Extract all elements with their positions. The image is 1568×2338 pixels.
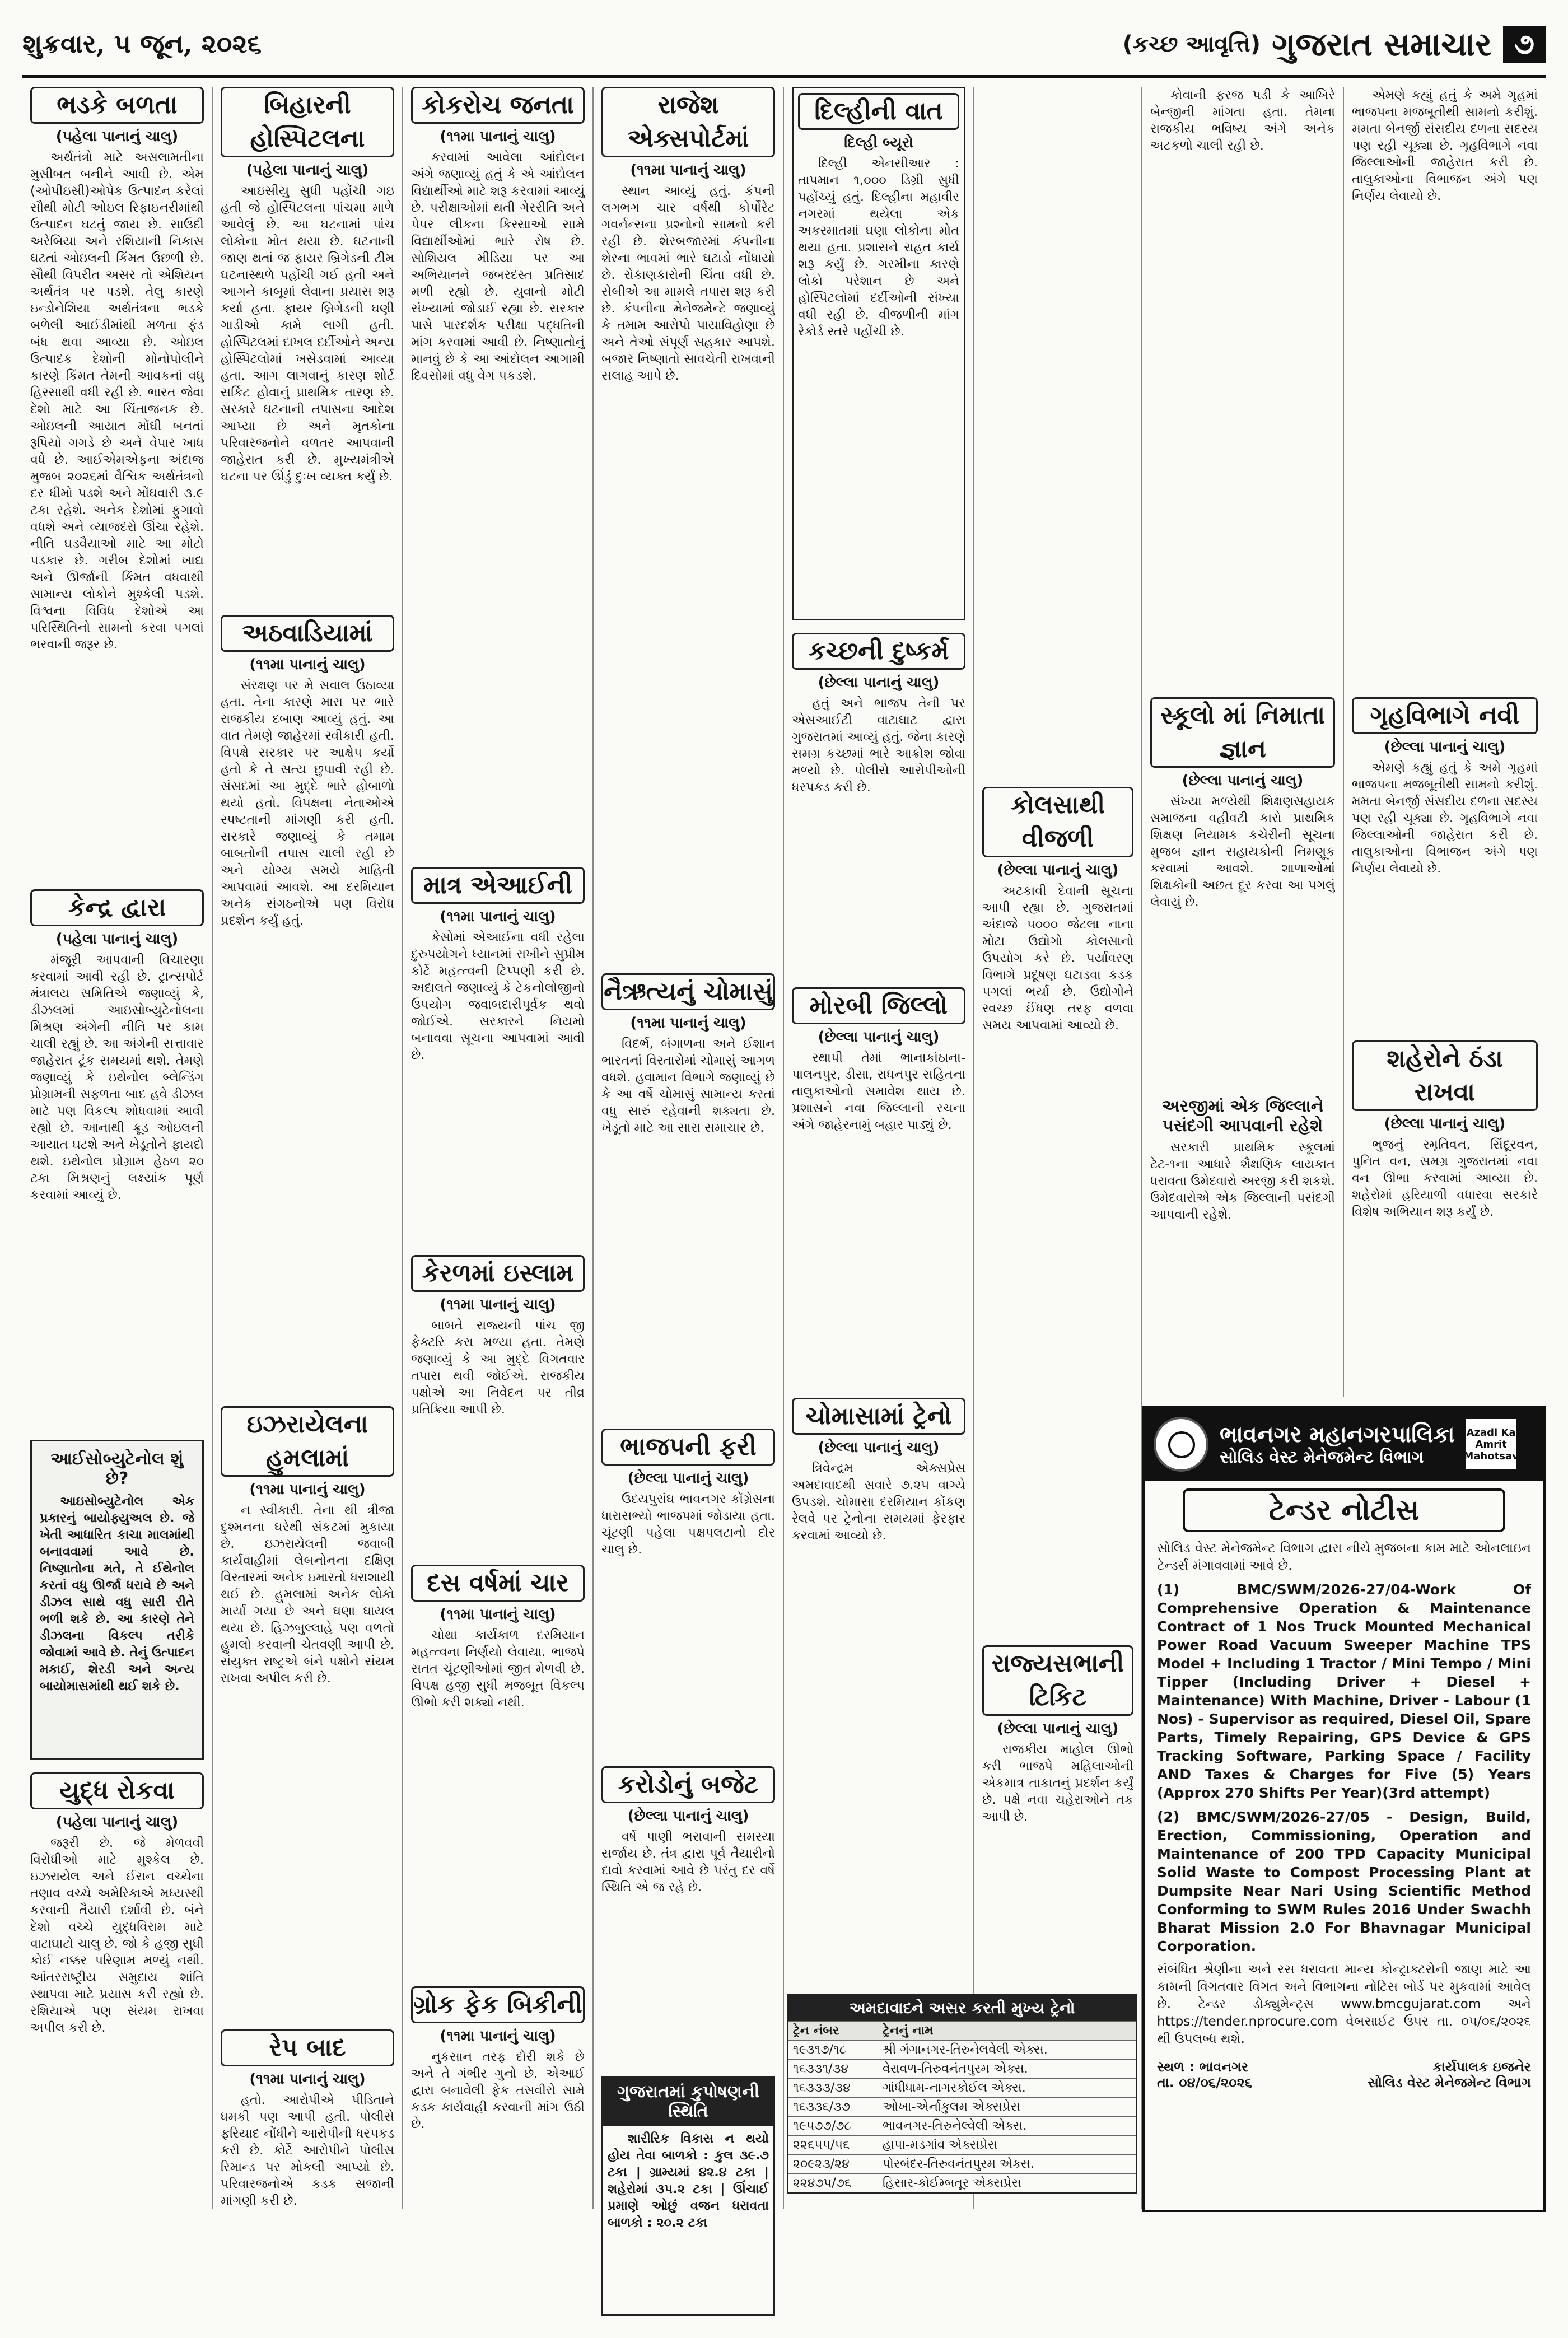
article-cool-cities [1352,1040,1538,1371]
article-body: સંખ્યા મળ્યેથી શિક્ષણસહાયક સમાજના વહીવટી કારો પ્રાથમિક શિક્ષણ નિયામક કચેરીની સૂચના મુજબ જ્ઞાન સહાયકોની નિમણૂક કરવામાં આવશે. શાળાઓમાં શિક્ષકોની અછત દૂર કરવા આ પગલું લેવાયું છે. [1150,794,1335,909]
train-number: ૧૬૩૩૧/૩૪ [788,2060,878,2078]
continued-label: (૧૧મા પાનાનું ચાલુ) [440,908,556,925]
article-body: અર્થતંત્રો માટે અસલામતીના મુસીબત બનીને આવી છે. એમ (ઓપીઇસી)ઓપેક ઉત્પાદન કરેલાં સૌથી મોટી ઓઇલ રિફાઇનરીમાંથી ઉત્પાદન ઘટતું જાય છે. સાઉદી અરેબિયા અને રશિયાની નિકાસ ઘટતાં ઓઇલની કિંમત ઉછળી છે. સૌથી વિપરીત અસર તો એશિયન અર્થતંત્ર પર પડશે. તેલુ કારણે ઇન્ડોનેશિયા અર્થતંત્રના ભડકે બળેલી આઈડીમાંથી મળતા ફંડ બંધ થવા આવ્યા છે. ઓઇલ ઉત્પાદક દેશોની મોનોપોલીને કારણે કિંમત તેમની આવકનાં વધુ હિસ્સાથી વધી રહી છે. ભારત જેવા દેશો માટે આ ચિંતાજનક છે. ઓઇલની આયાત મોંઘી બનતાં રૂપિયો ગગડે છે અને વેપાર ખાધ વધે છે. આઈએમએફના અંદાજ મુજબ ૨૦૨૬માં વૈશ્વિક અર્થતંત્રનો દર ધીમો પડશે અને મોંઘવારી ૩.૯ ટકા રહેશે. અનેક દેશોમાં ફુગાવો વધશે અને વ્યાજદરો ઊંચા રહેશે. નીતિ ઘડવૈયાઓ માટે આ મોટો પડકાર છે. ગરીબ દેશોમાં ખાદ્ય અને ઊર્જાની કિંમત વધવાથી સામાન્ય લોકોને મુશ્કેલી પડશે. વિશ્વના વિવિધ દેશોએ આ પરિસ્થિતિનો સામનો કરવા પગલાં ભરવાની જરૂર છે. [30,150,204,652]
article-body: મંજૂરી આપવાની વિચારણા કરવામાં આવી રહી છે. ટ્રાન્સપોર્ટ મંત્રાલય સમિતિએ જણાવ્યું કે, ડીઝલમાં આઇસોબ્યુટેનોલના મિશ્રણ અંગેની નીતિ પર કામ ચાલી રહ્યું છે. આ અંગેની સત્તાવાર જાહેરાત ટૂંક સમયમાં થશે. તેમણે જણાવ્યું કે ઇથેનોલ બ્લેન્ડિંગ પ્રોગ્રામની સફળતા બાદ હવે ડીઝલ માટે પણ વિકલ્પ શોધવામાં આવી રહ્યો છે. આનાથી ક્રૂડ ઓઇલની આયાત ઘટશે અને ખેડૂતોને ફાયદો થશે. ઇથેનોલ પ્રોગ્રામ હેઠળ ૨૦ ટકા મિશ્રણનું લક્ષ્યાંક પૂર્ણ કરવામાં આવ્યું છે. [30,953,204,1202]
article-body: આઇસીયુ સુધી પહોંચી ગઇ હતી જે હોસ્પિટલના પાંચમા માળે આવેલું છે. આ ઘટનામાં પાંચ લોકોના મોત થયા છે. ઘટનાની જાણ થતાં જ ફાયર બ્રિગેડની ટીમ ઘટનાસ્થળે પહોંચી ગઈ હતી અને આગને કાબૂમાં લેવાના પ્રયાસ શરૂ કર્યા હતા. ફાયર બ્રિગેડની ઘણી ગાડીઓ કામે લાગી હતી. હોસ્પિટલમાં દાખલ દર્દીઓને અન્ય હોસ્પિટલોમાં ખસેડવામાં આવ્યા હતા. આગ લાગવાનું કારણ શોર્ટ સર્કિટ હોવાનું પ્રાથમિક તારણ છે. સરકારે ઘટનાની તપાસના આદેશ આપ્યા છે અને મૃતકોના પરિવારજનોને વળતર આપવાની જાહેરાત કરી છે. મુખ્યમંત્રીએ ઘટના પર ઊંડું દુઃખ વ્યક્ત કર્યું છે. [221,184,394,484]
continued-label: (પહેલા પાનાનું ચાલુ) [246,162,369,179]
headline: શહેરોને ઠંડા રાખવા [1352,1040,1538,1111]
article-body: એમણે કહ્યું હતું કે અમે ગૃહમાં ભાજપના મજબૂતીથી સામનો કરીશું. મમતા બેનર્જી સંસદીય દળના સદસ્ય પણ રહી ચૂક્યા છે. ગૃહવિભાગે નવા જિલ્લાઓની જાહેરાત કરી છે. તાલુકાઓના વિભાજન અંગે પણ નિર્ણય લેવાયો છે. [1352,760,1538,876]
subheadline: અરજીમાં એક જિલ્લાને પસંદગી આપવાની રહેશે [1161,1096,1324,1136]
train-number: ૨૨૪૭૫/૭૬ [788,2174,878,2192]
train-name: શ્રી ગંગાનગર-તિરુનેલવેલી એક્સ. [883,2043,1048,2057]
headline: કચ્છની દુષ્કર્મ [792,633,965,670]
tender-intro: સોલિડ વેસ્ટ મેનેજમેન્ટ વિભાગ દ્વારા નીચે મુજબના કામ માટે ઓનલાઇન ટેન્ડર્સ મંગાવવામાં આવે છે. [1157,1541,1531,1573]
tender-outro: સંબંધિત શ્રેણીના અને રસ ધરાવતા માન્ય કોન્ટ્રાક્ટરોની જાણ માટે આ કામની વિગતવાર વિગત અને વિભાગના નોટિસ બોર્ડ પર મુકવામાં આવેલ છે. ટેન્ડર ડોક્યુમેન્ટ્સ www.bmcgujarat.com અને https://tender.nprocure.com વેબસાઈટ ઉપર તા. ૦૫/૦૬/૨૦૨૬ થી ઉપલબ્ધ થશે. [1157,1962,1531,2046]
masthead-right [1123,25,1546,64]
article-bihar [221,87,394,603]
train-name: વેરાવળ-તિરુવનંતપુરમ એક્સ. [883,2062,1028,2076]
headline: માત્ર એઆઈની [411,867,585,904]
article-body: દિલ્હી એનસીઆર : તાપમાન ૧,૦૦૦ ડિગ્રી સુધી પહોંચ્યું હતું. દિલ્હીના મહાવીર નગરમાં થયેલા એક અકસ્માતમાં ઘણા લોકોના મોત થયા હતા. પ્રશાસને રાહત કાર્ય શરૂ કર્યું છે. ગરમીના કારણે લોકો પરેશાન છે અને હોસ્પિટલોમાં દર્દીઓની સંખ્યા વધી રહી છે. વીજળીની માંગ રેકોર્ડ સ્તરે પહોંચી છે. [798,156,959,339]
train-number: ૧૬૩૩૬/૩૭ [788,2098,878,2116]
article-trains [792,1398,965,1774]
continued-label: (૧૧મા પાનાનું ચાલુ) [440,128,556,145]
article-athvadiya [221,615,394,1394]
malnutrition-stats-box [601,2076,775,2316]
headline: ભડકે બળતા [30,87,204,124]
headline: સ્કૂલો માં નિમાતા જ્ઞાન [1150,697,1335,768]
article-cockroach [411,87,585,855]
article-kerala [411,1255,585,1552]
byline: દિલ્હી બ્યૂરો [844,134,913,151]
article-body-continued: કોવાની ફરજ પડી કે આખિરે બેન્જીની માંગતા હતા. તેમના રાજકીય ભવિષ્ય અંગે અનેક અટકળો ચાલી રહી છે. [1150,88,1335,153]
org-name: ભાવનગર મહાનગરપાલિકા [1220,1421,1455,1448]
article-body: હતો. આરોપીએ પીડિતાને ધમકી પણ આપી હતી. પોલીસે ફરિયાદ નોંધીને આરોપીની ધરપકડ કરી છે. કોર્ટે આરોપીને પોલીસ રિમાન્ડ પર મોકલી આપ્યો છે. પરિવારજનોએ કડક સજાની માંગણી કરી છે. [221,2093,394,2208]
tender-title: ટેન્ડર નોટીસ [1183,1488,1505,1532]
train-name: હિસાર-કોઈમ્બતૂર એક્સપ્રેસ [883,2176,1022,2190]
continued-label: (છેલ્લા પાનાનું ચાલુ) [1182,772,1304,789]
continued-label: (છેલ્લા પાનાનું ચાલુ) [1384,739,1506,755]
tender-body [1145,1540,1543,2048]
article-schools [1150,697,1335,1084]
article-home-dept [1352,697,1538,1028]
headline: કેન્દ્ર દ્વારા [30,889,204,926]
continued-label: (છેલ્લા પાનાનું ચાલુ) [997,862,1119,879]
article-body: ભુજનું સ્મૃતિવન, સિંદૂરવન, પુનિત વન, સમગ્ર ગુજરાતમાં નવા વન ઊભા કરવામાં આવ્યા છે. શહેરોમાં હરિયાળી વધારવા સરકારે વિશેષ અભિયાન શરૂ કર્યું છે. [1352,1137,1538,1219]
article-coal [982,787,1133,1633]
article-body-continued: એમણે કહ્યું હતું કે અમે ગૃહમાં ભાજપના મજબૂતીથી સામનો કરીશું. મમતા બેનર્જી સંસદીય દળના સદસ્ય પણ રહી ચૂક્યા છે. ગૃહવિભાગે નવા જિલ્લાઓની જાહેરાત કરી છે. તાલુકાઓના વિભાજન અંગે પણ નિર્ણય લેવાયો છે. [1352,88,1538,203]
article-body: રાજકીય માહોલ ઊભો કરી ભાજપે મહિલાઓની એકમાત્ર તાકાતનું પ્રદર્શન કર્યું છે. પક્ષે નવા ચહેરાઓને તક આપી છે. [982,1742,1133,1824]
headline: દિલ્હીની વાત [798,93,959,130]
column-5 [784,87,974,2209]
continued-label: (છેલ્લા પાનાનું ચાલુ) [818,1029,940,1046]
article-body: અટકાવી દેવાની સૂચના આપી રહ્યા છે. ગુજરાતમાં અંદાજે ૫૦૦૦ જેટલા નાના મોટા ઉદ્યોગો કોલસાનો ઉપયોગ કરે છે. પર્યાવરણ વિભાગે પ્રદૂષણ ઘટાડવા કડક પગલાં ભર્યા છે. ઉદ્યોગોને સ્વચ્છ ઈંધણ તરફ વળવા સમય આપવામાં આવ્યો છે. [982,884,1133,1033]
info-box-isobutanol [30,1440,204,1760]
article-body: ત્રિવેન્દ્રમ એક્સપ્રેસ અમદાવાદથી સવારે ૭.૨૫ વાગ્યે ઉપડશે. ચોમાસા દરમિયાન કોંકણ રેલવે પર ટ્રેનોના સમયમાં ફેરફાર કરવામાં આવ્યો છે. [792,1461,965,1543]
column-1 [22,87,213,2209]
train-number: ૨૦૯૨૩/૨૪ [788,2155,878,2173]
box-body: આઇસોબ્યુટેનોલ એક પ્રકારનું બાયોફ્યુઅલ છે. જે ખેતી આધારિત કાચા માલમાંથી બનાવવામાં આવે છે. નિષ્ણાતોના મતે, તે ઈથેનોલ કરતાં વધુ ઊર્જા ધરાવે છે અને ડીઝલ સાથે વધુ સારી રીતે ભળી શકે છે. આ કારણે તેને ડીઝલના વિકલ્પ તરીકે જોવામાં આવે છે. તેનું ઉત્પાદન મકાઈ, શેરડી અને અન્ય બાયોમાસમાંથી થઈ શકે છે. [40,1494,194,1693]
headline: ગૃહવિભાગે નવી [1352,697,1538,734]
column-2 [213,87,403,2209]
box-title: આઈસોબ્યુટેનોલ શું છે? [50,1449,184,1488]
edition-label: (કચ્છ આવૃત્તિ) [1122,31,1261,57]
article-body: વિદર્ભ, બંગાળના અને ઈશાન ભારતનાં વિસ્તારોમાં ચોમાસું આગળ વધશે. હવામાન વિભાગે જણાવ્યું છે કે આ વર્ષે ચોમાસું સામાન્ય કરતાં વધુ સારું રહેવાની શક્યતા છે. ખેડૂતો માટે આ સારા સમાચાર છે. [601,1037,775,1135]
column-8 [1344,87,1546,1397]
continued-label: (૧૧મા પાનાનું ચાલુ) [440,2028,556,2045]
headline: નૈઋત્યનું ચોમાસું [601,973,775,1010]
train-number: ૧૬૩૩૩/૩૪ [788,2079,878,2097]
article-rajyasabha [982,1645,1133,2055]
headline: અઠવાડિયામાં [221,615,394,652]
train-name: હાપા-મડગાંવ એક્સપ્રેસ [883,2138,998,2152]
continued-label: (છેલ્લા પાનાનું ચાલુ) [627,1470,749,1487]
article-body: સ્થાન આવ્યું હતું. કંપની લગભગ ચાર વર્ષથી કોર્પોરેટ ગવર્નન્સના પ્રશ્નોનો સામનો કરી રહી છે. શેરબજારમાં કંપનીના શેરના ભાવમાં ભારે ઘટાડો નોંધાયો છે. રોકાણકારોની ચિંતા વધી છે. સેબીએ આ મામલે તપાસ શરૂ કરી છે. કંપનીના મેનેજમેન્ટે જણાવ્યું કે તમામ આરોપો પાયાવિહોણા છે અને તેઓ સંપૂર્ણ સહકાર આપશે. બજાર નિષ્ણાતો સાવચેતી રાખવાની સલાહ આપે છે. [601,184,775,383]
issue-date: શુક્રવાર, ૫ જૂન, ૨૦૨૬ [22,29,262,59]
continued-label: (૧૧મા પાનાનું ચાલુ) [249,656,366,673]
tender-header [1145,1408,1543,1481]
train-number: ૧૯૩૧૭/૧૮ [788,2041,878,2059]
article-body: સ્થાપી તેમાં ભાનાકાંઠાના-પાલનપુર, ડીસા, રાધનપુર સહિતના તાલુકાઓનો સમાવેશ થાય છે. પ્રશાસને નવા જિલ્લાની રચના અંગે જાહેરનામું બહાર પાડ્યું છે. [792,1051,965,1132]
continued-label: (છેલ્લા પાનાનું ચાલુ) [627,1808,749,1824]
column-6 [974,87,1142,2209]
train-name: પોરબંદર-તિરુવનંતપુરમ એક્સ. [883,2157,1034,2171]
article-monsoon [601,973,775,1416]
headline: ગ્રોક ફેક બિકીની [411,1986,585,2023]
continued-label: (૧૧મા પાનાનું ચાલુ) [249,1481,366,1498]
column-header: ટ્રેન નંબર [788,2022,878,2040]
tender-date: તા. ૦૪/૦૬/૨૦૨૬ [1157,2075,1253,2090]
train-number: ૧૯૫૭૭/૭૮ [788,2117,878,2135]
article-body: ચોથા કાર્યકાળ દરમિયાન મહત્ત્વના નિર્ણયો લેવાયા. ભાજપે સતત ચૂંટણીઓમાં જીત મેળવી છે. વિપક્ષ હજી સુધી મજબૂત વિકલ્પ ઊભો કરી શક્યો નથી. [411,1628,585,1710]
article-bhadke [30,87,204,877]
train-name: ભાવનગર-તિરુનેલ્વેલી એક્સ. [883,2119,1027,2133]
spacer [982,87,1133,787]
tender-org-block [1220,1422,1455,1467]
column-7 [1142,87,1344,1397]
train-number: ૨૨૬૫૫/૫૬ [788,2136,878,2154]
headline: બિહારની હોસ્પિટલના [221,87,394,157]
article-body: નુકસાન તરફ દોરી શકે છે અને તે ગંભીર ગુનો છે. એઆઈ દ્વારા બનાવેલી ફેક તસવીરો સામે કડક કાર્યવાહી કરવાની માંગ ઉઠી છે. [411,2050,585,2131]
continued-label: (પહેલા પાનાનું ચાલુ) [55,1814,179,1831]
article-delhi [792,87,965,620]
newspaper-name: ગુજરાત સમાચાર [1272,25,1492,63]
headline: કોકરોચ જનતા [411,87,585,124]
train-name: ગાંધીધામ-નાગરકોઈલ એક્સ. [883,2081,1026,2095]
article-kendra [30,889,204,1427]
article-yuddh [30,1772,204,2199]
dept-name: સોલિડ વેસ્ટ મેનેજમેન્ટ વિભાગ [1220,1447,1424,1467]
tender-signer [1368,2059,1532,2090]
article-body: સંરક્ષણ પર મે સવાલ ઉઠાવ્યા હતા. તેના કારણે મારા પર ભારે રાજકીય દબાણ આવ્યું હતું. આ વાત તેમણે જાહેરમાં સ્વીકારી હતી. વિપક્ષે સરકાર પર આક્ષેપ કર્યો હતો કે તે સત્ય છુપાવી રહી છે. સંસદમાં આ મુદ્દે ભારે હોબાળો થયો હતો. વિપક્ષના નેતાઓએ સ્પષ્ટતાની માંગણી કરી હતી. સરકારે જણાવ્યું કે તમામ બાબતોની તપાસ ચાલી રહી છે અને યોગ્ય સમયે માહિતી આપવામાં આવશે. આ દરમિયાન અનેક સંગઠનોએ પણ વિરોધ પ્રદર્શન કર્યું હતું. [221,678,394,928]
article-body: હતું અને ભાજપ તેની પર એસઆઈટી વાટાઘાટ દ્વારા ગુજરાતમાં આવ્યું હતું. જેના કારણે સમગ્ર કચ્છમાં ભારે આક્રોશ જોવા મળ્યો છે. પોલીસે આરોપીઓની ધરપકડ કરી છે. [792,696,965,795]
continued-label: (૧૧મા પાનાનું ચાલુ) [630,162,746,179]
page-number: ૭ [1503,26,1546,63]
article-bjp [601,1429,775,1754]
article-morbi [792,987,965,1385]
tender-item-2: (2) BMC/SWM/2026-27/05 - Design, Build, Erection, Commissioning, Operation and Maintenance of 200 TPD Capacity Municipal Solid Waste to Compost Processing Plant at Dumpsite Near Nari Using Scientific Method Conforming to SWM Rules 2016 Under Swachh Bharat Mission 2.0 For Bhavnagar Municipal Corporation. [1157,1809,1531,1954]
table-title: અમદાવાદને અસર કરતી મુખ્ય ટ્રેનો [788,1995,1136,2021]
article-body: સરકારી પ્રાથમિક સ્કૂલમાં ટેટ-૧ના આધારે શૈક્ષણિક લાયકાત ધરાવતા ઉમેદવારો અરજી કરી શકશે. ઉમેદવારોએ એક જિલ્લાની પસંદગી આપવાની રહેશે. [1150,1140,1335,1222]
headline: મોરબી જિલ્લો [792,987,965,1024]
article-kutch [792,633,965,975]
stats-body: શારીરિક વિકાસ ન થયો હોય તેવા બાળકો : કુલ ૩૯.૭ ટકા | ગ્રામ્યમાં ૪૨.૪ ટકા | શહેરોમાં ૩૫.૨ ટકા | ઊંચાઈ પ્રમાણે ઓછું વજન ધરાવતા બાળકો : ૨૦.૨ ટકા [608,2131,769,2230]
headline: ઇઝરાયેલના હુમલામાં [221,1406,394,1477]
headline: રાજ્યસભાની ટિકિટ [982,1645,1133,1716]
article-body: બાબતે રાજ્યની પાંચ જી ફેક્ટરિ કરા મળ્યા હતા. તેમણે જણાવ્યું કે આ મુદ્દે વિગતવાર તપાસ થવી જોઈએ. રાજકીય પક્ષોએ આ નિવેદન પર તીવ્ર પ્રતિક્રિયા આપી છે. [411,1318,585,1417]
continued-label: (૧૧મા પાનાનું ચાલુ) [440,1296,556,1313]
train-name: ઓખા-એર્નાકુલમ એક્સપ્રેસ [883,2100,1021,2114]
headline: કરોડોનું બજેટ [601,1766,775,1803]
article-budget [601,1766,775,2064]
headline: રાજેશ એક્સપોર્ટમાં [601,87,775,157]
continued-label: (પહેલા પાનાનું ચાલુ) [55,128,179,145]
headline: ચોમાસામાં ટ્રેનો [792,1398,965,1435]
article-body: ઉદયપુરાંઘ ભાવનગર કોંગ્રેસના ધારાસભ્યો ભાજપમાં જોડાયા હતા. ચૂંટણી પહેલા પક્ષપલટાનો દોર ચાલુ છે. [601,1492,775,1557]
continued-label: (છેલ્લા પાનાનું ચાલુ) [997,1720,1119,1737]
headline: ભાજપની ફરી [601,1429,775,1466]
headline: કોલસાથી વીજળી [982,787,1133,857]
article-ai [411,867,585,1243]
article-application [1150,1096,1335,1363]
continued-label: (છેલ્લા પાનાનું ચાલુ) [1384,1116,1506,1132]
tender-item-1: (1) BMC/SWM/2026-27/04-Work Of Comprehensive Operation & Maintenance Contract of 1 Nos Truck Mounted Mechanical Power Road Vacuum Sweeper Machine TPS Model + Including 1 Tractor / Mini Tempo / Mini Tipper (Including Driver + Diesel + Maintenance) With Machine, Driver - Labour (1 Nos) - Supervisor as required, Diesel Oil, Spare Parts, Timely Repairing, GPS Device & GPS Tracking Software, Parking Space / Facility AND Taxes & Charges for Five (5) Years (Approx 270 Shifts Per Year)(3rd attempt) [1157,1581,1531,1801]
continued-label: (૧૧મા પાનાનું ચાલુ) [440,1606,556,1623]
headline: રેપ બાદ [221,2029,394,2066]
stats-title: ગુજરાતમાં કુપોષણની સ્થિતિ [603,2078,773,2126]
tender-place: સ્થળ : ભાવનગર [1157,2059,1249,2075]
tender-notice-ad [1142,1406,1546,2212]
headline: દસ વર્ષમાં ચાર [411,1565,585,1602]
column-header: ટ્રેનનું નામ [883,2024,934,2038]
tender-footer [1145,2054,1543,2096]
article-body: કરવામાં આવેલા આંદોલન અંગે જણાવ્યું હતું કે એ આંદોલન વિદ્યાર્થીઓ માટે શરૂ કરવામાં આવ્યું છે. પરીક્ષાઓમાં થતી ગેરરીતિ અને પેપર લીકના કિસ્સાઓ સામે વિદ્યાર્થીઓમાં ભારે રોષ છે. સોશિયલ મીડિયા પર આ અભિયાનને જબરદસ્ત પ્રતિસાદ મળી રહ્યો છે. યુવાનો મોટી સંખ્યામાં જોડાઈ રહ્યા છે. સરકાર પાસે પારદર્શક પરીક્ષા પદ્ધતિની માંગ કરવામાં આવી છે. નિષ્ણાતોનું માનવું છે કે આ આંદોલન આગામી દિવસોમાં વધુ વેગ પકડશે. [411,150,585,383]
article-body: જરૂરી છે. જે મેળવવી વિરોધીઓ માટે મુશ્કેલ છે. ઇઝરાયેલ અને ઈરાન વચ્ચેના તણાવ વચ્ચે અમેરિકાએ મધ્યસ્થી કરવાની તૈયારી દર્શાવી છે. બંને દેશો વચ્ચે યુદ્ધવિરામ માટે વાટાઘાટો ચાલુ છે. જો કે હજી સુધી કોઈ નક્કર પરિણામ મળ્યું નથી. આંતરરાષ્ટ્રીય સમુદાય શાંતિ સ્થાપવા માટે પ્રયાસ કરી રહ્યો છે. રશિયાએ પણ સંયમ રાખવા અપીલ કરી છે. [30,1836,204,2035]
tender-place-date [1157,2059,1252,2090]
article-das-varsh [411,1565,585,1974]
signer-dept: સોલિડ વેસ્ટ મેનેજમેન્ટ વિભાગ [1368,2075,1531,2090]
headline: કેરળમાં ઇસ્લામ [411,1255,585,1292]
article-body: ન સ્વીકારી. તેના થી ત્રીજા દુશ્મનના ઘરેથી સંકટમાં મુકાયા છે. ઇઝરાયેલની જવાબી કાર્યવાહીમાં લેબનોનના દક્ષિણ વિસ્તારમાં અનેક ઇમારતો ધરાશાયી થઈ છે. હુમલામાં અનેક લોકો માર્યા ગયા છે અને ઘણા ઘાયલ થયા છે. હિઝબુલ્લાહે પણ વળતો હુમલો કરવાની ચેતવણી આપી છે. સંયુક્ત રાષ્ટ્રએ બંને પક્ષોને સંયમ રાખવા અપીલ કરી છે. [221,1503,394,1686]
article-rajesh-exports [601,87,775,961]
article-grok [411,1986,585,2272]
signer-title: કાર્યપાલક ઇજનેર [1432,2059,1531,2075]
continued-label: (૧૧મા પાનાનું ચાલુ) [249,2071,366,2088]
continued-label: (છેલ્લા પાનાનું ચાલુ) [818,674,940,691]
amrit-mahotsav-logo-icon: Azadi Ka Amrit Mahotsav [1466,1419,1516,1469]
headline: યુદ્ધ રોકવા [30,1772,204,1809]
article-israel [221,1406,394,2017]
column-4 [594,87,784,2230]
corporation-emblem-icon [1154,1417,1208,1472]
continued-label: (૧૧મા પાનાનું ચાલુ) [630,1015,746,1032]
article-rape [221,2029,394,2338]
continued-label: (છેલ્લા પાનાનું ચાલુ) [818,1439,940,1456]
column-3 [403,87,594,2209]
page-header [22,13,1546,78]
article-body: કેસોમાં એઆઈના વધી રહેલા દુરુપયોગને ધ્યાનમાં રાખીને સુપ્રીમ કોર્ટે મહત્ત્વની ટિપ્પણી કરી છે. અદાલતે જણાવ્યું કે ટેકનોલોજીનો ઉપયોગ જવાબદારીપૂર્વક થવો જોઈએ. સરકારને નિયમો બનાવવા સૂચના આપવામાં આવી છે. [411,930,585,1062]
continued-label: (પહેલા પાનાનું ચાલુ) [55,931,179,948]
article-body: વર્ષે પાણી ભરાવાની સમસ્યા સર્જાય છે. તંત્ર દ્વારા પૂર્વ તૈયારીનો દાવો કરવામાં આવે છે પરંતુ દર વર્ષે સ્થિતિ એ જ રહે છે. [601,1830,775,1894]
